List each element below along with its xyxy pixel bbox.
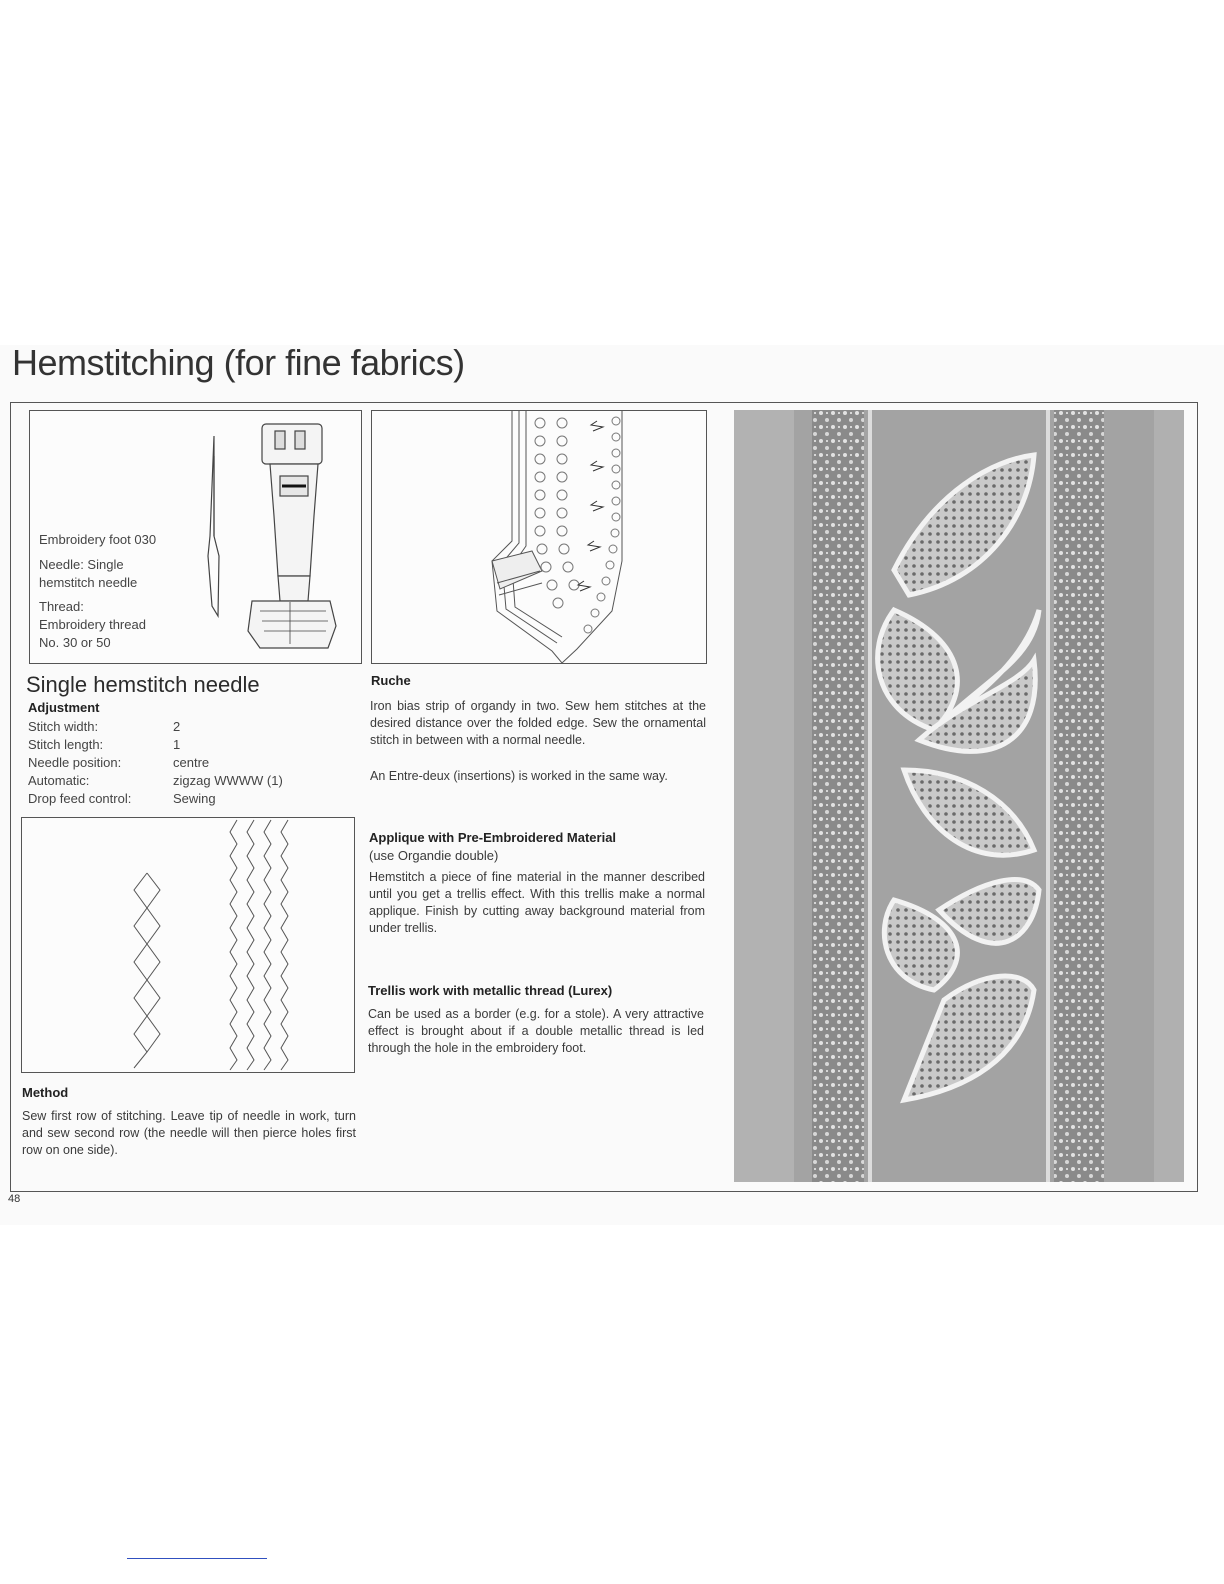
setting-row-stitch-length: Stitch length: 1 [28,737,181,752]
ruche-heading: Ruche [371,673,411,688]
embroidery-foot-icon [248,424,336,648]
entre-deux-text: An Entre-deux (insertions) is worked in the same way. [370,769,668,783]
zigzag-stitch-drawing [22,818,354,1072]
method-text: Sew first row of stitching. Leave tip of needle in work, turn and sew second row (the needle will then pierce holes first row on one side). [22,1109,356,1157]
ruche-text: Iron bias strip of organdy in two. Sew hem stitches at the desired distance over the folded edge. Sew the ornamental stitch in between with a normal needle. [370,699,706,747]
method-heading: Method [22,1085,69,1100]
needle-label-line1: Needle: Single [39,557,124,572]
ornamental-stitch-column [535,417,620,633]
foot-label: Embroidery foot 030 [39,532,157,547]
applique-heading: Applique with Pre-Embroidered Material [369,830,617,845]
setting-row-stitch-width: Stitch width: 2 [28,719,181,734]
ruche-drawing [372,411,706,663]
applique-text: Hemstitch a piece of fine material in the manner described until you get a trellis effect. With this trellis make a normal applique. Finish by cutting away background material from under trellis. [369,870,705,935]
applique-subheading: (use Organdie double) [369,848,499,863]
hemstitch-needle-icon [208,436,219,616]
lace-pattern-image [734,410,1184,1182]
page-number: 48 [8,1193,21,1205]
setting-row-needle-position: Needle position: centre [28,755,210,770]
thread-label-line1: Thread: [39,599,84,614]
trellis-text: Can be used as a border (e.g. for a stole). A very attractive effect is brought about if a double metallic thread is led through the hole in the embroidery foot. [368,1007,704,1055]
page-title: Hemstitching (for fine fabrics) [12,342,465,383]
thread-label-line2: Embroidery thread [39,617,146,632]
needle-section-heading: Single hemstitch needle [26,672,260,697]
embroidery-foot-illustration [29,410,362,664]
adjustment-heading: Adjustment [28,700,100,715]
setting-row-automatic: Automatic: zigzag WWWW (1) [28,773,283,788]
trellis-heading: Trellis work with metallic thread (Lurex) [368,983,613,998]
footer-link-underline [127,1558,267,1559]
thread-label-line3: No. 30 or 50 [39,635,111,650]
stitch-pattern-illustration [21,817,355,1073]
setting-row-drop-feed: Drop feed control: Sewing [28,791,216,806]
needle-and-foot-drawing [190,416,360,661]
lace-trellis-photo [734,410,1184,1182]
ruche-illustration [371,410,707,664]
needle-label-line2: hemstitch needle [39,575,138,590]
